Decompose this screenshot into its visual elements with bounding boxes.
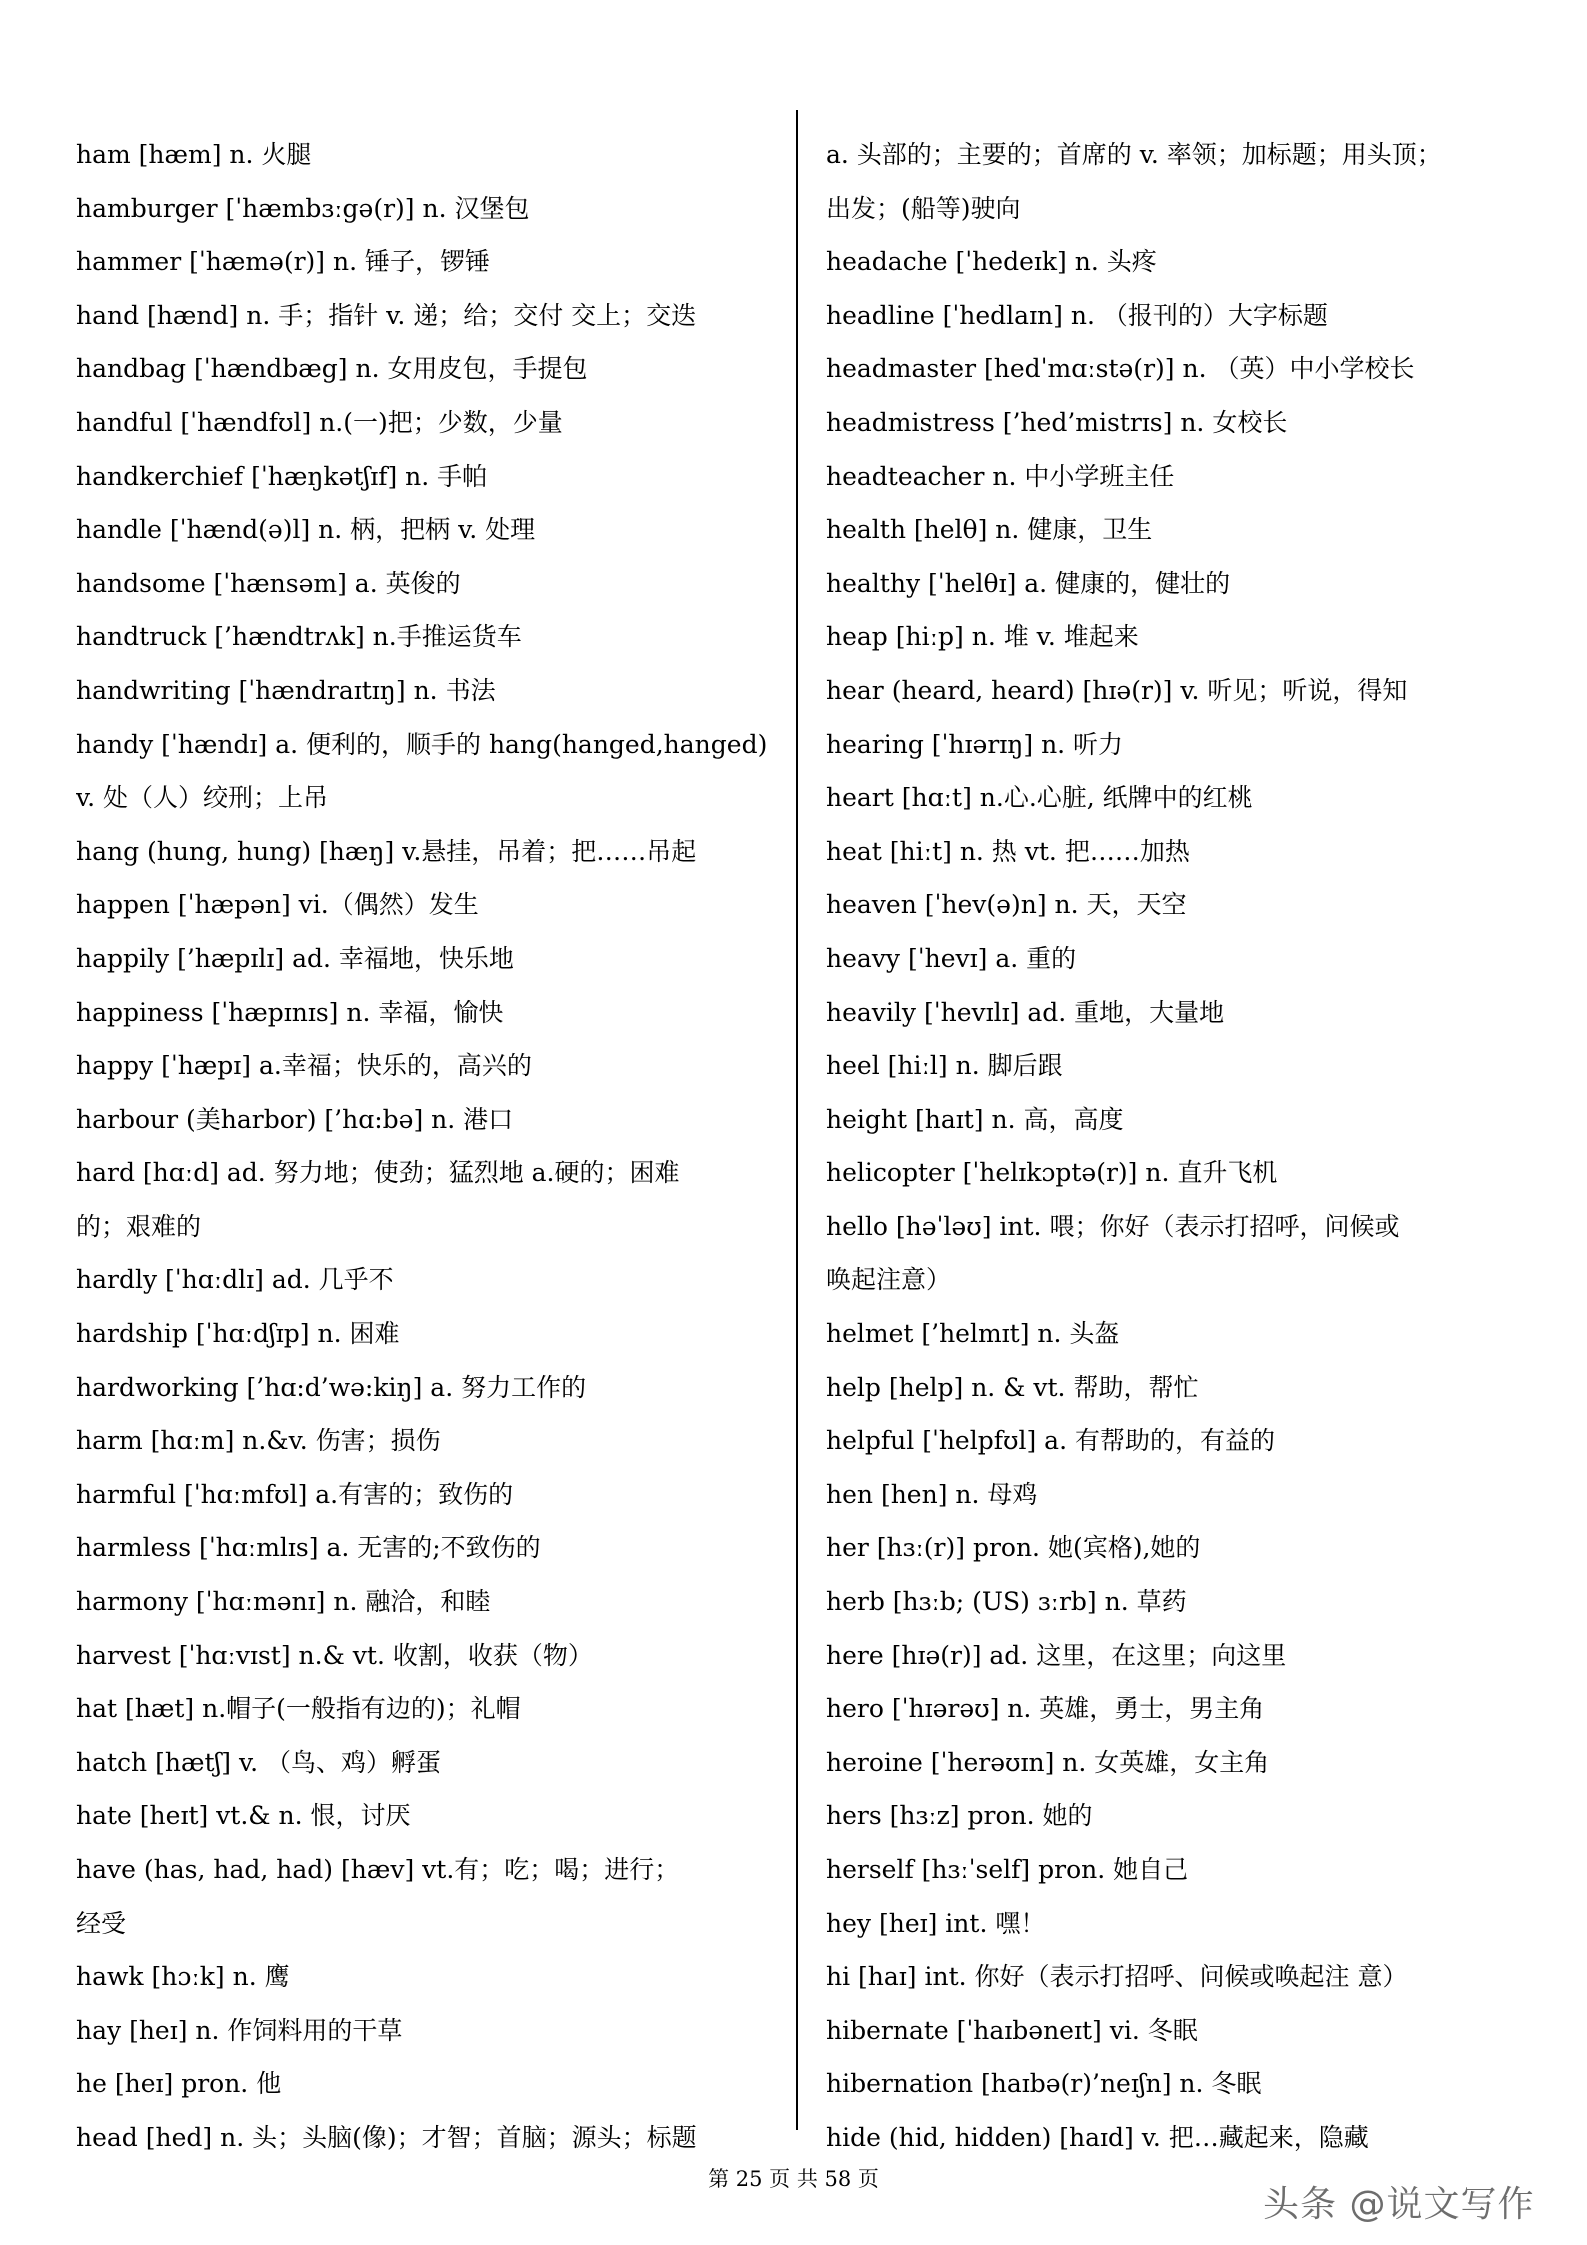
vocab-line: hen [hen] n. 母鸡 [826,1479,1038,1509]
vocab-line: helmet [’helmɪt] n. 头盔 [826,1319,1120,1349]
vocab-line: her [hɜː(r)] pron. 她(宾格),她的 [826,1533,1201,1563]
vocab-line: handtruck [’hændtrʌk] n.手推运货车 [76,622,522,652]
left-column [76,128,796,2165]
vocab-line: harbour (美harbor) [’hɑ:bə] n. 港口 [76,1104,514,1134]
vocab-line: he [heɪ] pron. 他 [76,2069,282,2099]
vocab-line: handy [ˈhændɪ] a. 便利的，顺手的 hang(hanged,hanged) [76,729,768,759]
vocab-line: hide (hid, hidden) [haɪd] v. 把…藏起来，隐藏 [826,2122,1369,2152]
vocab-line: handful [ˈhændfʊl] n.(一)把；少数，少量 [76,407,563,437]
vocab-line: 的；艰难的 [76,1211,202,1241]
vocab-line: hear (heard, heard) [hɪə(r)] v. 听见；听说，得知 [826,675,1408,705]
vocab-line: heat [hiːt] n. 热 vt. 把……加热 [826,836,1190,866]
vocab-line: health [helθ] n. 健康，卫生 [826,515,1153,545]
vocab-line: hay [heɪ] n. 作饲料用的干草 [76,2015,403,2045]
vocab-line: hardship [ˈhɑːdʃɪp] n. 困难 [76,1319,400,1349]
vocab-line: a. 头部的；主要的；首席的 v. 率领；加标题；用头顶； [826,140,1442,169]
vocab-line: helicopter [ˈhelɪkɔptə(r)] n. 直升飞机 [826,1158,1278,1188]
vocab-line: herb [hɜːb; (US) ɜːrb] n. 草药 [826,1587,1187,1617]
vocab-line: head [hed] n. 头；头脑(像)；才智；首脑；源头；标题 [76,2122,697,2152]
vocab-line: harvest [ˈhɑːvɪst] n.& vt. 收割，收获（物） [76,1640,593,1670]
vocab-line: headteacher n. 中小学班主任 [826,461,1175,491]
vocab-line: hibernate [ˈhaɪbəneɪt] vi. 冬眠 [826,2015,1198,2045]
vocab-line: harmony [ˈhɑːmənɪ] n. 融洽，和睦 [76,1587,491,1617]
vocab-line: harmless [ˈhɑːmlɪs] a. 无害的;不致伤的 [76,1533,541,1563]
vocab-line: heaven [ˈhev(ə)n] n. 天，天空 [826,890,1187,920]
vocab-line: handle [ˈhænd(ə)l] n. 柄，把柄 v. 处理 [76,515,536,545]
vocab-line: headmistress [’hed’mistrɪs] n. 女校长 [826,407,1288,437]
vocab-line: handwriting [ˈhændraɪtɪŋ] n. 书法 [76,675,496,705]
vocab-line: hang (hung, hung) [hæŋ] v.悬挂，吊着；把……吊起 [76,836,697,866]
vocab-line: harm [hɑːm] n.&v. 伤害；损伤 [76,1426,441,1456]
vocab-line: hardworking [’hɑ:d’wə:kiŋ] a. 努力工作的 [76,1372,587,1402]
vocab-line: hate [heɪt] vt.& n. 恨，讨厌 [76,1801,411,1831]
vocab-line: handsome [ˈhænsəm] a. 英俊的 [76,568,461,598]
vocab-line: hammer [ˈhæmə(r)] n. 锤子，锣锤 [76,247,490,277]
vocab-line: headmaster [hedˈmɑːstə(r)] n. （英）中小学校长 [826,354,1415,384]
vocab-line: hers [hɜːz] pron. 她的 [826,1801,1093,1831]
vocab-line: heap [hiːp] n. 堆 v. 堆起来 [826,622,1139,652]
vocab-line: handkerchief [ˈhæŋkətʃɪf] n. 手帕 [76,461,488,491]
vocab-line: happy [ˈhæpɪ] a.幸福；快乐的，高兴的 [76,1051,532,1081]
vocab-line: help [help] n. & vt. 帮助，帮忙 [826,1372,1199,1402]
vocab-line: hi [haɪ] int. 你好（表示打招呼、问候或唤起注 意） [826,1962,1408,1992]
vocab-line: here [hɪə(r)] ad. 这里，在这里；向这里 [826,1640,1287,1670]
vocab-line: hard [hɑːd] ad. 努力地；使劲；猛烈地 a.硬的；困难 [76,1158,680,1188]
vocab-line: hibernation [haɪbə(r)’neɪʃn] n. 冬眠 [826,2069,1262,2099]
vocab-line: height [haɪt] n. 高，高度 [826,1104,1124,1134]
vocab-line: 出发；(船等)驶向 [826,193,1021,223]
vocab-line: hand [hænd] n. 手；指针 v. 递；给；交付 交上；交迭 [76,300,697,330]
vocab-line: v. 处（人）绞刑；上吊 [76,783,329,813]
page-footer: 第 25 页 共 58 页 [708,2167,879,2191]
vocab-line: herself [hɜːˈself] pron. 她自己 [826,1855,1189,1884]
vocab-line: hero [ˈhɪərəʊ] n. 英雄，勇士，男主角 [826,1694,1265,1724]
right-column [826,128,1546,2165]
vocab-line: hatch [hætʃ] v. （鸟、鸡）孵蛋 [76,1747,442,1777]
vocab-line: ham [hæm] n. 火腿 [76,140,312,169]
vocab-line: hawk [hɔːk] n. 鹰 [76,1962,290,1992]
vocab-line: have (has, had, had) [hæv] vt.有；吃；喝；进行； [76,1855,680,1884]
vocab-line: helpful [ˈhelpfʊl] a. 有帮助的，有益的 [826,1426,1275,1456]
vocab-line: 唤起注意） [826,1265,952,1295]
vocab-line: 经受 [76,1908,127,1938]
vocab-line: hey [heɪ] int. 嘿！ [826,1908,1046,1938]
vocab-line: heroine [ˈherəʊɪn] n. 女英雄，女主角 [826,1747,1270,1777]
vocab-line: handbag [ˈhændbæg] n. 女用皮包，手提包 [76,354,588,384]
vocab-line: harmful [ˈhɑːmfʊl] a.有害的；致伤的 [76,1479,514,1509]
vocab-line: hamburger [ˈhæmbɜːgə(r)] n. 汉堡包 [76,193,530,223]
vocab-line: heel [hiːl] n. 脚后跟 [826,1051,1063,1081]
column-divider [796,110,798,2130]
vocab-line: happen [ˈhæpən] vi.（偶然）发生 [76,890,479,920]
vocab-line: hello [həˈləʊ] int. 喂；你好（表示打招呼，问候或 [826,1211,1400,1241]
vocab-line: heart [hɑːt] n.心.心脏, 纸牌中的红桃 [826,783,1253,813]
vocab-line: happiness [ˈhæpɪnɪs] n. 幸福，愉快 [76,997,504,1027]
vocab-line: hearing [ˈhɪərɪŋ] n. 听力 [826,729,1124,759]
vocab-line: headache [ˈhedeɪk] n. 头疼 [826,247,1157,277]
vocab-line: hardly [ˈhɑːdlɪ] ad. 几乎不 [76,1265,394,1295]
vocab-line: heavy [ˈhevɪ] a. 重的 [826,943,1077,973]
watermark: 头条 @说文写作 [1263,2184,1535,2225]
vocab-line: headline [ˈhedlaɪn] n. （报刊的）大字标题 [826,300,1328,330]
vocab-line: hat [hæt] n.帽子(一般指有边的)；礼帽 [76,1694,521,1724]
vocab-line: heavily [ˈhevɪlɪ] ad. 重地，大量地 [826,997,1225,1027]
vocab-line: happily [’hæpɪlɪ] ad. 幸福地，快乐地 [76,943,514,973]
vocab-line: healthy [ˈhelθɪ] a. 健康的，健壮的 [826,568,1231,598]
